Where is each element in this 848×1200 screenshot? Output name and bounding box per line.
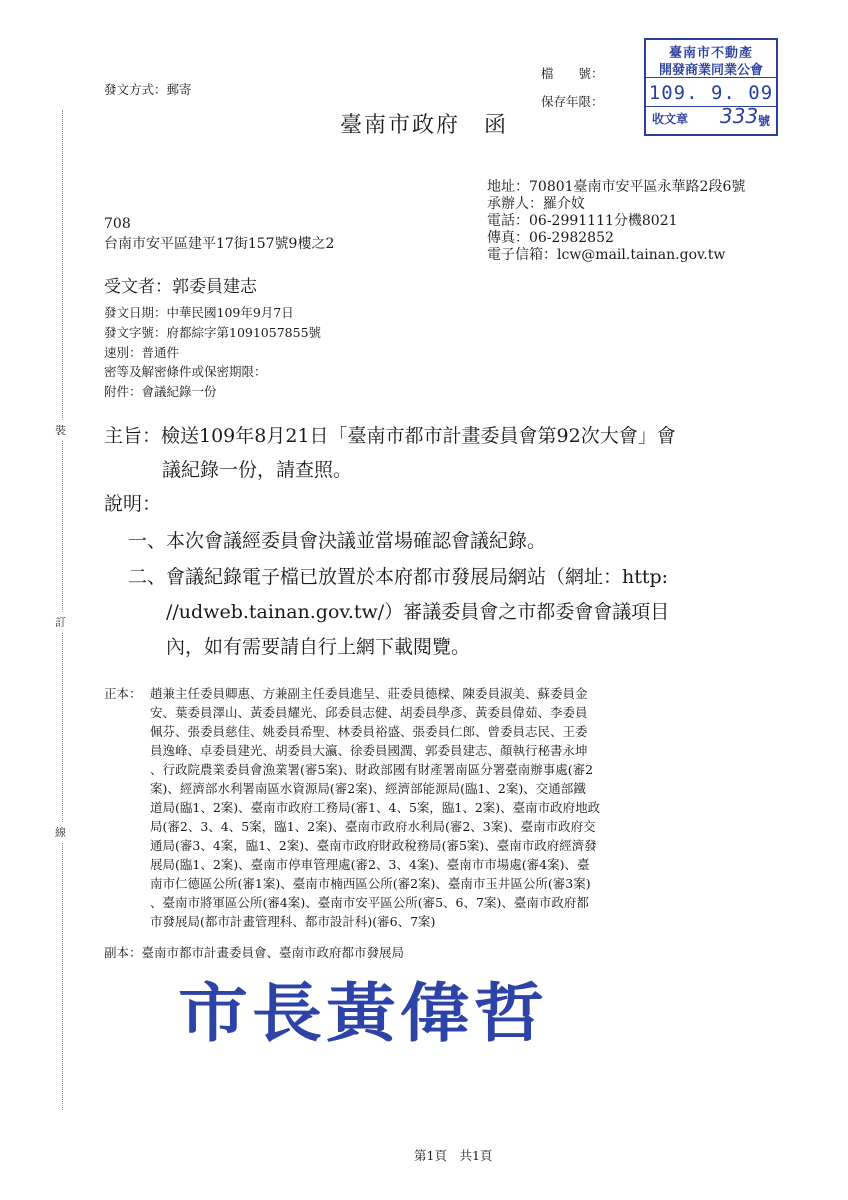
issue-date: 發文日期：中華民國109年9月7日 — [104, 305, 294, 320]
subject-line2: 議紀錄一份，請查照。 — [162, 459, 353, 481]
send-method: 發文方式：郵寄 — [104, 82, 192, 97]
attachment: 附件：會議紀錄一份 — [104, 384, 217, 399]
speed-class: 速別：普通件 — [104, 345, 180, 360]
explanation-item1: 一、本次會議經委員會決議並當場確認會議紀錄。 — [128, 530, 547, 552]
binding-mark-zhuang: 裝 — [55, 420, 66, 440]
document-number: 發文字號：府都綜字第1091057855號 — [104, 325, 322, 340]
original-line: 、行政院農業委員會漁業署(審5案)、財政部國有財產署南區分署臺南辦事處(審2 — [150, 762, 594, 777]
contact-email: 電子信箱：lcw@mail.tainan.gov.tw — [487, 247, 726, 263]
retention-label: 保存年限： — [541, 94, 604, 109]
original-line: 佩芬、張委員慈佳、姚委員希聖、林委員裕盛、張委員仁郎、曾委員志民、王委 — [150, 724, 588, 739]
stamp-receive-number: 333 — [720, 104, 759, 128]
original-line: 南市仁德區公所(審1案)、臺南市楠西區公所(審2案)、臺南市玉井區公所(審3案) — [150, 876, 591, 891]
addressee: 受文者：郭委員建志 — [104, 277, 257, 297]
original-line: 局(審2、3、4、5案，臨1、2案)、臺南市政府水利局(審2、3案)、臺南市政府交 — [150, 819, 596, 834]
explanation-label: 說明： — [104, 493, 162, 515]
original-line: 趙兼主任委員卿惠、方兼副主任委員進呈、莊委員德樑、陳委員淑美、蘇委員金 — [150, 686, 588, 701]
binding-line — [62, 110, 63, 1110]
original-line: 道局(臨1、2案)、臺南市政府工務局(審1、4、5案，臨1、2案)、臺南市政府地政 — [150, 800, 601, 815]
binding-mark-xian: 線 — [55, 822, 66, 842]
stamp-hao: 號 — [757, 114, 770, 128]
subject-line1: 主旨：檢送109年8月21日「臺南市都市計畫委員會第92次大會」會 — [104, 425, 676, 447]
original-line: 、臺南市將軍區公所(審4案)、臺南市安平區公所(審5、6、7案)、臺南市政府都 — [150, 895, 589, 910]
original-line: 安、葉委員澤山、黃委員耀光、邱委員志健、胡委員學彥、黃委員偉茹、李委員 — [150, 705, 588, 720]
page-footer: 第1頁 共1頁 — [414, 1148, 493, 1163]
copy-recipients: 副本：臺南市都市計畫委員會、臺南市政府都市發展局 — [104, 945, 405, 960]
stamp-line1: 臺南市不動產 — [668, 46, 753, 61]
stamp-divider — [646, 77, 776, 78]
explanation-item2-line2: //udweb.tainan.gov.tw/）審議委員會之市都委會會議項目 — [166, 601, 670, 623]
mayor-signature-stamp: 市長黃偉哲 — [178, 974, 548, 1052]
contact-fax: 傳真：06-2982852 — [487, 230, 614, 246]
original-label: 正本： — [104, 686, 142, 701]
explanation-item2-line3: 內，如有需要請自行上網下載閱覽。 — [166, 636, 471, 658]
recipient-address: 台南市安平區建平17街157號9樓之2 — [104, 236, 335, 252]
explanation-item2-line1: 二、會議紀錄電子檔已放置於本府都市發展局網站（網址：http: — [128, 566, 669, 588]
contact-address: 地址：70801臺南市安平區永華路2段6號 — [487, 179, 746, 195]
original-line: 市發展局(都市計畫管理科、都市設計科)(審6、7案) — [150, 914, 436, 929]
stamp-receive-label: 收文章 — [652, 112, 689, 126]
secrecy-level: 密等及解密條件或保密期限： — [104, 364, 267, 379]
binding-mark-ding: 訂 — [55, 612, 66, 632]
contact-phone: 電話：06-2991111分機8021 — [487, 213, 678, 229]
stamp-line2: 開發商業同業公會 — [658, 63, 763, 78]
receipt-stamp — [644, 38, 778, 136]
original-line: 案)、經濟部水利署南區水資源局(審2案)、經濟部能源局(臨1、2案)、交通部鐵 — [150, 781, 586, 796]
original-line: 員逸峰、卓委員建光、胡委員大瀛、徐委員國潤、郭委員建志、顏執行秘書永坤 — [150, 743, 588, 758]
file-number-label: 檔 號： — [541, 66, 604, 81]
contact-handler: 承辦人：羅介妏 — [487, 196, 585, 212]
original-line: 通局(審3、4案，臨1、2案)、臺南市政府財政稅務局(審5案)、臺南市政府經濟發 — [150, 838, 597, 853]
stamp-date: 109. 9. 09 — [648, 82, 774, 104]
page-title: 臺南市政府 函 — [340, 113, 509, 138]
original-line: 展局(臨1、2案)、臺南市停車管理處(審2、3、4案)、臺南市市場處(審4案)、臺 — [150, 857, 590, 872]
recipient-postcode: 708 — [104, 216, 131, 232]
